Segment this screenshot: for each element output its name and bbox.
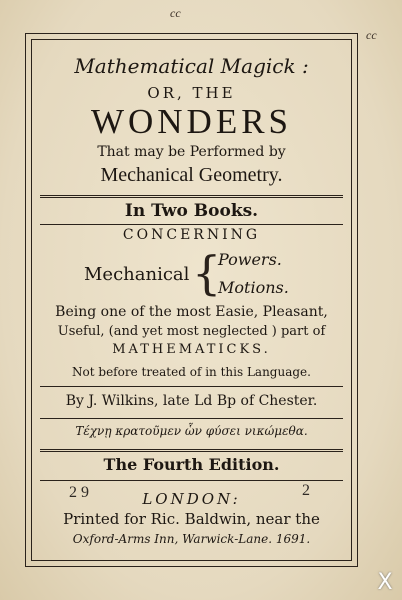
brace-group [32,246,351,300]
title-line-4: That may be Performed by [97,144,286,160]
title-line-5: Mechanical Geometry. [100,164,283,186]
pencil-mark-left: 2 9 [69,484,89,501]
mechanical-label: Mechanical [84,264,190,285]
margin-note-top: cc [170,6,181,20]
greek-motto: Τέχνῃ κρατοῦμεν ὧν φύσει νικώμεθα. [75,424,308,438]
rule-3 [40,386,343,387]
title-line-2: OR, THE [147,84,236,102]
pencil-mark-right: 2 [302,482,310,499]
title-page-frame [25,33,358,567]
rule-2 [40,224,343,225]
rule-1 [40,195,343,198]
motions-label: Motions. [218,278,289,297]
edition-line: The Fourth Edition. [103,455,280,474]
title-line-1: Mathematical Magick : [74,54,309,78]
description-line-1: Being one of the most Easie, Pleasant, [55,304,328,320]
author-line: By J. Wilkins, late Ld Bp of Chester. [65,393,318,409]
address-line: Oxford-Arms Inn, Warwick-Lane. 1691. [72,532,311,546]
rule-5 [40,449,343,452]
description-line-2: Useful, (and yet most neglected ) part of [57,324,326,339]
concerning-line: CONCERNING [122,227,261,243]
corner-x-icon: X [377,570,393,595]
powers-label: Powers. [218,250,282,269]
description-line-3: MATHEMATICKS. [112,342,271,357]
books-line: In Two Books. [124,201,259,221]
margin-note-right: cc [366,28,377,42]
description-line-4: Not before treated of in this Language. [72,365,311,379]
title-page-inner-frame [31,39,352,561]
place-line: LONDON: [142,490,241,508]
title-line-3: WONDERS [90,102,293,141]
rule-4 [40,418,343,419]
rule-6 [40,480,343,481]
brace-icon: { [192,246,222,300]
printer-line: Printed for Ric. Baldwin, near the [63,510,320,528]
